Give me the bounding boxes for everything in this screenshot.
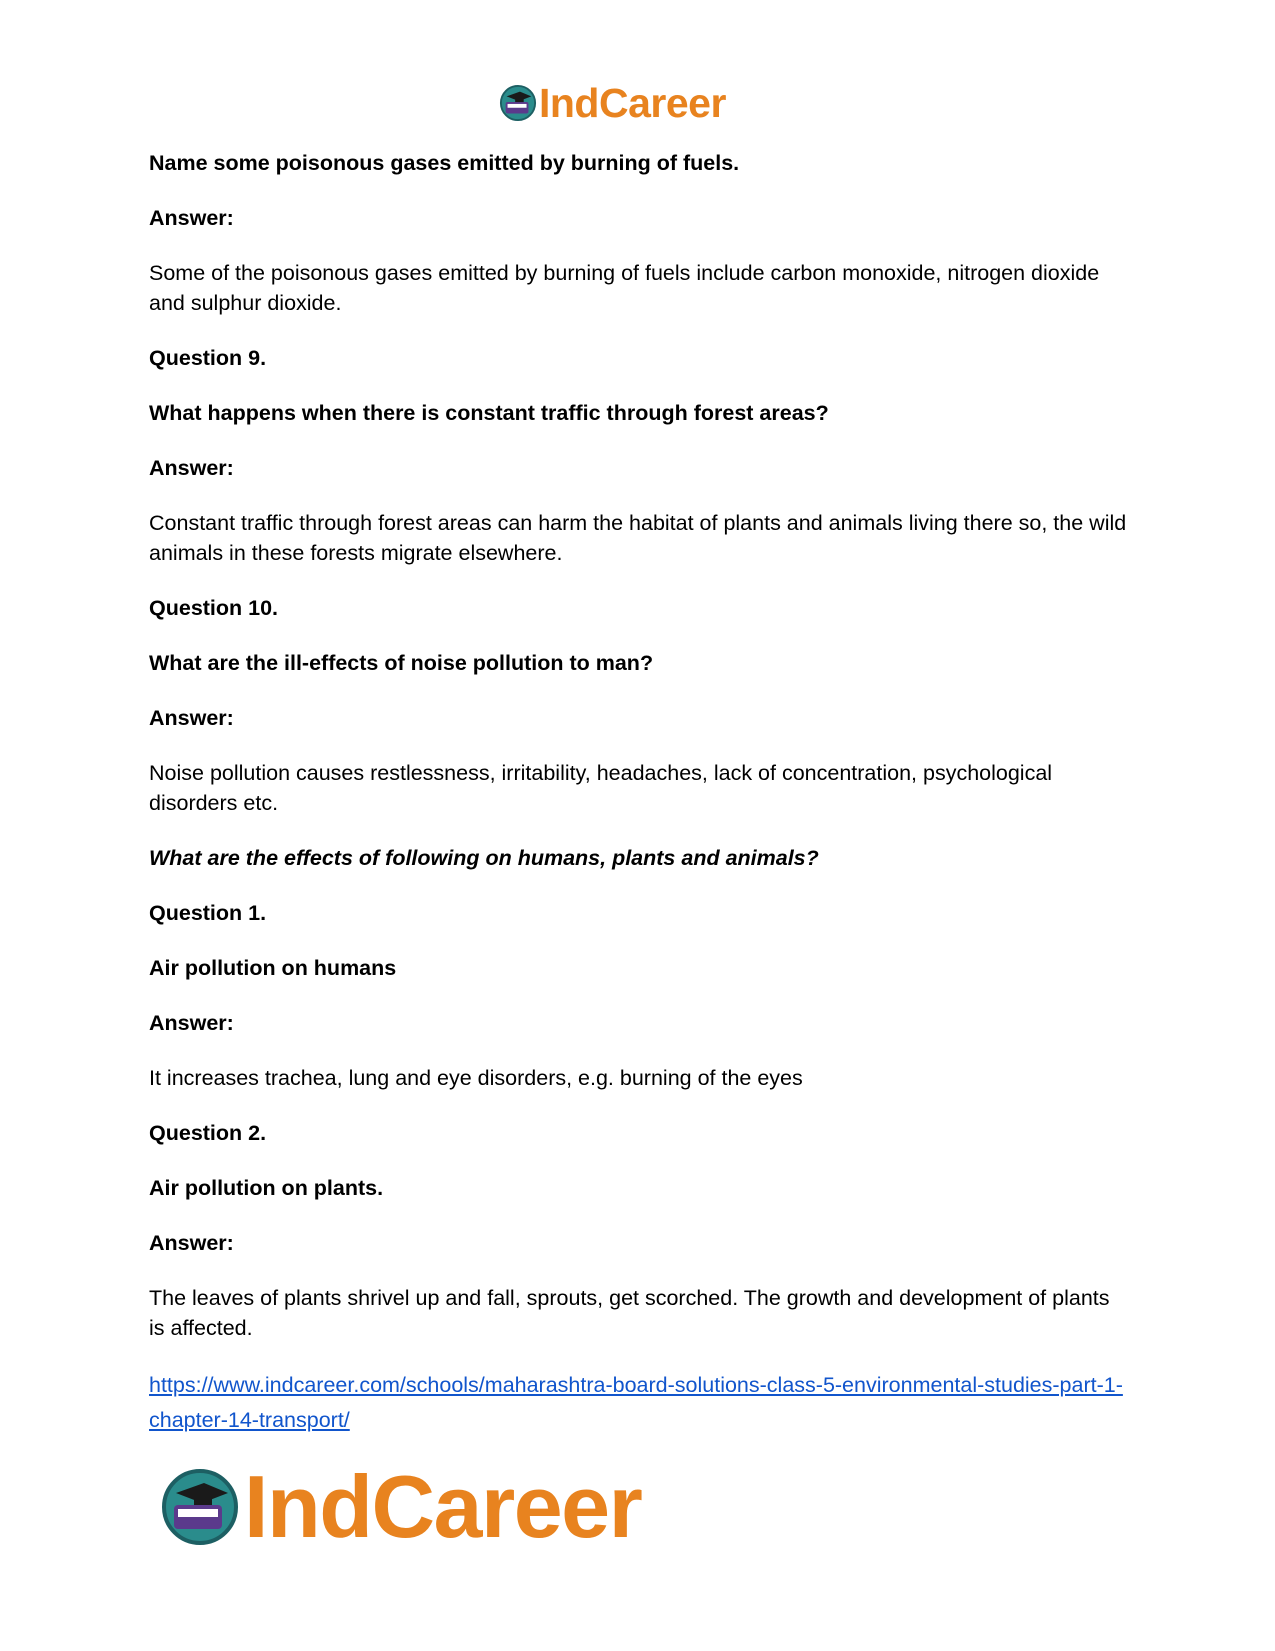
question-text: What happens when there is constant traffic through forest areas? [149,401,829,425]
header-logo-text: IndCareer [539,79,726,126]
question-number: Question 10. [149,596,279,620]
document-content [149,148,1129,1438]
question-text: What are the ill-effects of noise pollution to man? [149,651,654,675]
question-number: Question 2. [149,1121,267,1145]
answer-text: The leaves of plants shrivel up and fall, sprouts, get scorched. The growth and development of plants is affected. [149,1286,1110,1340]
question-number: Question 1. [149,901,267,925]
header-logo [499,80,726,126]
answer-text: Noise pollution causes restlessness, irritability, headaches, lack of concentration, psychological disorders etc. [149,761,1053,815]
answer-label: Answer: [149,1011,234,1035]
section-heading: What are the effects of following on humans, plants and animals? [149,846,819,870]
footer-logo [160,1457,642,1556]
question-number: Question 9. [149,346,267,370]
answer-label: Answer: [149,206,234,230]
answer-label: Answer: [149,706,234,730]
graduation-book-globe-icon [160,1467,240,1547]
question-text: Name some poisonous gases emitted by burning of fuels. [149,151,740,175]
answer-text: Some of the poisonous gases emitted by burning of fuels include carbon monoxide, nitrogen dioxide and sulphur dioxide. [149,261,1100,315]
source-link[interactable]: https://www.indcareer.com/schools/maharashtra-board-solutions-class-5-environmental-studies-part-1-chapter-14-transport/ [149,1373,1123,1432]
answer-label: Answer: [149,1231,234,1255]
footer-logo-text: IndCareer [244,1457,642,1556]
graduation-book-globe-icon [499,84,537,122]
answer-text: Constant traffic through forest areas can harm the habitat of plants and animals living there so, the wild animals in these forests migrate elsewhere. [149,511,1127,565]
answer-text: It increases trachea, lung and eye disorders, e.g. burning of the eyes [149,1066,803,1090]
answer-label: Answer: [149,456,234,480]
question-text: Air pollution on plants. [149,1176,384,1200]
question-text: Air pollution on humans [149,956,397,980]
